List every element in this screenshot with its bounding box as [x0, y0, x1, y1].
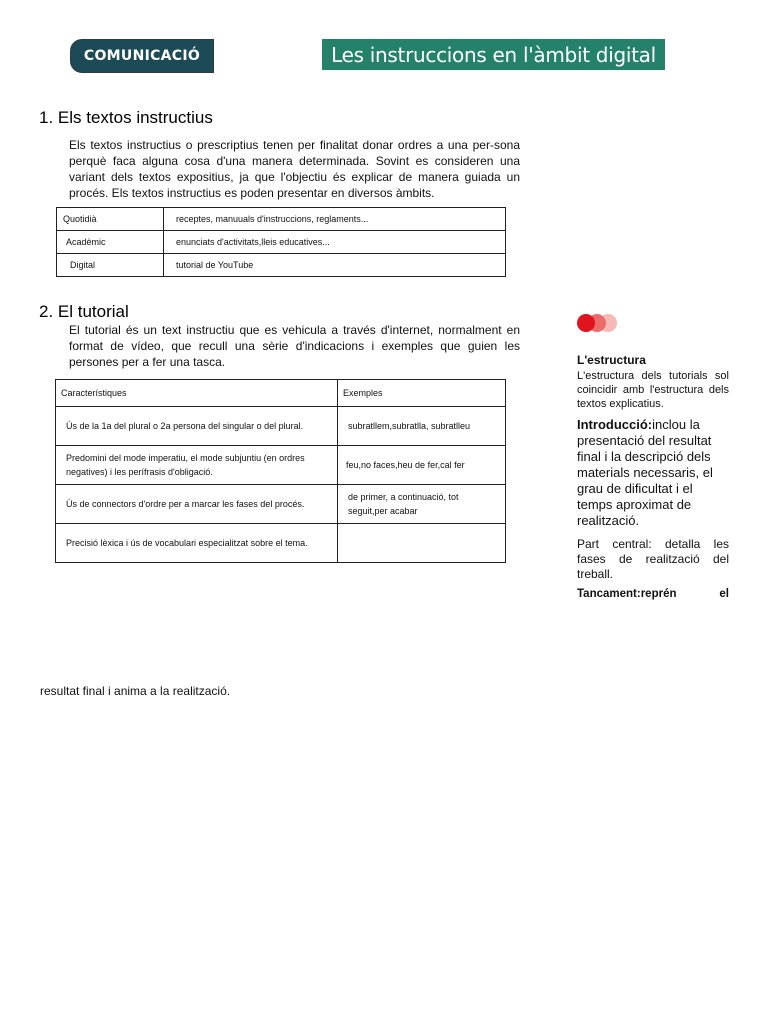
table-row — [57, 208, 506, 231]
sidebar-closing — [577, 587, 729, 601]
table-cell: Quotidià — [57, 208, 164, 231]
table-row — [56, 485, 506, 524]
continuation-text: resultat final i anima a la realització. — [40, 684, 231, 698]
table-row — [56, 446, 506, 485]
section2-paragraph: El tutorial és un text instructiu que es vehicula a través d'internet, normalment en format de vídeo, que recull una sèrie d'indicacions i exemples que guien les persones per a fer una tasca. — [69, 323, 520, 369]
closing-text: reprén el — [640, 588, 729, 600]
table-row — [57, 254, 506, 277]
table-cell — [338, 524, 506, 563]
table-cell: de primer, a continuació, tot seguit,per acabar — [338, 485, 506, 524]
introduction-text: inclou la presentació del resultat final i la descripció dels materials necessaris, el grau de dificultat i el temps aproximat de realització. — [577, 417, 713, 528]
section1-title: 1. Els textos instructius — [39, 108, 213, 127]
table-row — [56, 524, 506, 563]
introduction-label: Introducció: — [577, 417, 653, 432]
table-cell: Digital — [57, 254, 164, 277]
table-cell: Acadèmic — [57, 231, 164, 254]
table-header-row — [56, 380, 506, 407]
table-cell: subratllem,subratlla, subratlleu — [338, 407, 506, 446]
table-cell: Ús de connectors d'ordre per a marcar les fases del procés. — [56, 485, 338, 524]
table-cell: enunciats d'activitats,lleis educatives... — [164, 231, 506, 254]
topic-banner: Les instruccions en l'àmbit digital — [322, 39, 665, 70]
areas-table — [56, 207, 506, 277]
table-cell: receptes, manuuals d'instruccions, reglaments... — [164, 208, 506, 231]
sidebar-introduction — [577, 417, 729, 529]
section-badge: COMUNICACIÓ — [70, 39, 214, 73]
section2-title: 2. El tutorial — [39, 302, 129, 321]
circle-icon — [577, 314, 595, 332]
sidebar-intro: L'estructura dels tutorials sol coincidir amb l'estructura dels textos explicatius. — [577, 370, 729, 410]
sidebar-central: Part central: detalla les fases de realització del treball. — [577, 537, 729, 581]
table-cell: feu,no faces,heu de fer,cal fer — [338, 446, 506, 485]
table-row — [56, 407, 506, 446]
table-cell: Precisió lèxica i ús de vocabulari especialitzat sobre el tema. — [56, 524, 338, 563]
sidebar-title: L'estructura — [577, 353, 646, 367]
table-header: Exemples — [338, 380, 506, 407]
table-cell: Ús de la 1a del plural o 2a persona del singular o del plural. — [56, 407, 338, 446]
features-table — [55, 379, 506, 563]
decorative-circles-icon — [577, 313, 621, 335]
table-cell: Predomini del mode imperatiu, el mode subjuntiu (en ordres negatives) i les perífrasis d'obligació. — [56, 446, 338, 485]
table-row — [57, 231, 506, 254]
section1-paragraph: Els textos instructius o prescriptius tenen per finalitat donar ordres a una per-sona perquè faca alguna cosa d'una manera determinada. Sovint es consideren una variant dels textos expositius, ja que l'objectiu és explicar de manera guiada un procés. Els textos instructius es poden presentar en diversos àmbits. — [69, 138, 520, 200]
table-cell: tutorial de YouTube — [164, 254, 506, 277]
closing-label: Tancament: — [577, 588, 641, 600]
table-header: Característiques — [56, 380, 338, 407]
